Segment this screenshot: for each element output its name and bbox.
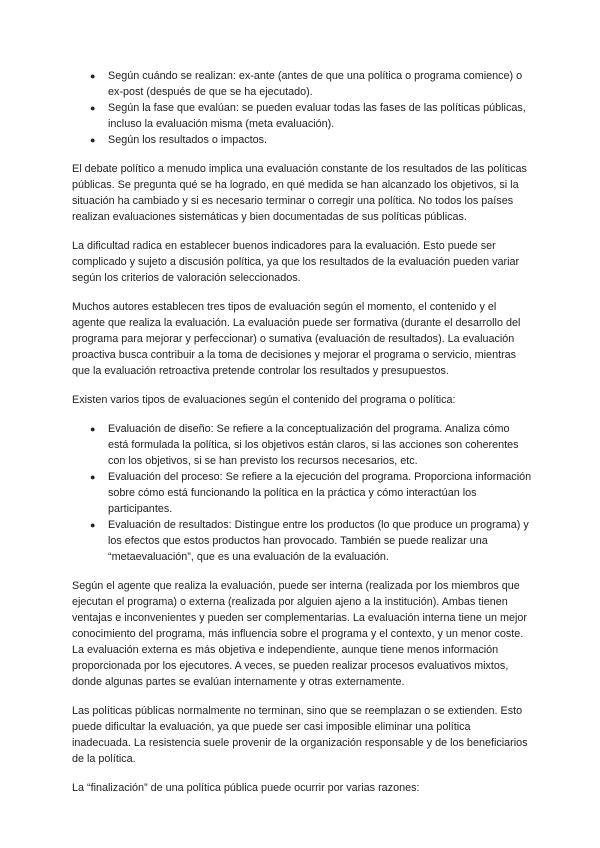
list-item-text: Según la fase que evalúan: se pueden evaluar todas las fases de las políticas públicas, incluso la evaluación misma (meta evaluación). [108,102,526,130]
bullet-icon: ● [90,103,96,113]
list-item [72,132,532,148]
list-item [72,100,532,132]
list-item [72,68,532,100]
list-item [72,469,532,517]
list-item-text: Evaluación del proceso: Se refiere a la ejecución del programa. Proporciona información sobre cómo está funcionando la política en la práctica y cómo interactúan los participantes. [108,471,532,515]
bullet-icon: ● [90,71,96,81]
document-page [72,68,532,809]
paragraph-evaluation-types: Muchos autores establecen tres tipos de evaluación según el momento, el contenido y el agente que realiza la evaluación. La evaluación puede ser formativa (durante el desarrollo del programa para mejorar y perfeccionar) o sumativa (evaluación de resultados). La evaluación proactiva busca contribuir a la toma de decisiones y mejorar el programa o servicio, mientras que la evaluación retroactiva pretende controlar los resultados y presupuestos. [72,301,521,377]
paragraph-policy-termination: Las políticas públicas normalmente no terminan, sino que se reemplazan o se extienden. Esto puede dificultar la evaluación, ya que puede ser casi imposible eliminar una política inadecuada. La resistencia suele provenir de la organización responsable y de los beneficiarios de la política. [72,705,528,765]
paragraph-indicators: La dificultad radica en establecer buenos indicadores para la evaluación. Esto puede ser complicado y sujeto a discusión política, ya que los resultados de la evaluación pueden variar según los criterios de valoración seleccionados. [72,240,520,284]
bullet-icon: ● [90,424,96,434]
paragraph-finalization-intro: La “finalización” de una política pública puede ocurrir por varias razones: [72,782,420,794]
list-item-text: Según los resultados o impactos. [108,134,268,146]
bullet-icon: ● [90,520,96,530]
paragraph-content-types-intro: Existen varios tipos de evaluaciones según el contenido del programa o política: [72,394,456,406]
list-item-text: Evaluación de diseño: Se refiere a la conceptualización del programa. Analiza cómo está formulada la política, si los objetivos están claros, si las acciones son coherentes con los objetivos, si se han previsto los recursos necesarios, etc. [108,423,519,467]
paragraph-political-debate: El debate político a menudo implica una evaluación constante de los resultados de las políticas públicas. Se pregunta qué se ha logrado, en qué medida se han alcanzado los objetivos, si la situación ha cambiado y si es necesario terminar o corregir una política. No todos los países realizan evaluaciones sistemáticas y bien documentadas de sus políticas públicas. [72,163,527,223]
bullet-list-content-types [72,421,532,565]
list-item [72,421,532,469]
paragraph-agent-evaluation: Según el agente que realiza la evaluación, puede ser interna (realizada por los miembros que ejecutan el programa) o externa (realizada por alguien ajeno a la institución). Ambas tienen ventajas e inconvenientes y pueden ser complementarias. La evaluación interna tiene un mejor conocimiento del programa, más influencia sobre el programa y el contexto, y un menor coste. La evaluación externa es más objetiva e independiente, aunque tiene menos información proporcionada por los ejecutores. A veces, se pueden realizar procesos evaluativos mixtos, donde algunas partes se evalúan internamente y otras externamente. [72,580,527,688]
bullet-list-evaluation-timing [72,68,532,148]
bullet-icon: ● [90,135,96,145]
list-item-text: Evaluación de resultados: Distingue entre los productos (lo que produce un programa) y los efectos que estos productos han provocado. También se puede realizar una “metaevaluación”, que es una evaluación de la evaluación. [108,519,529,563]
bullet-icon: ● [90,472,96,482]
list-item-text: Según cuándo se realizan: ex-ante (antes de que una política o programa comience) o ex-post (después de que se ha ejecutado). [108,70,523,98]
list-item [72,517,532,565]
